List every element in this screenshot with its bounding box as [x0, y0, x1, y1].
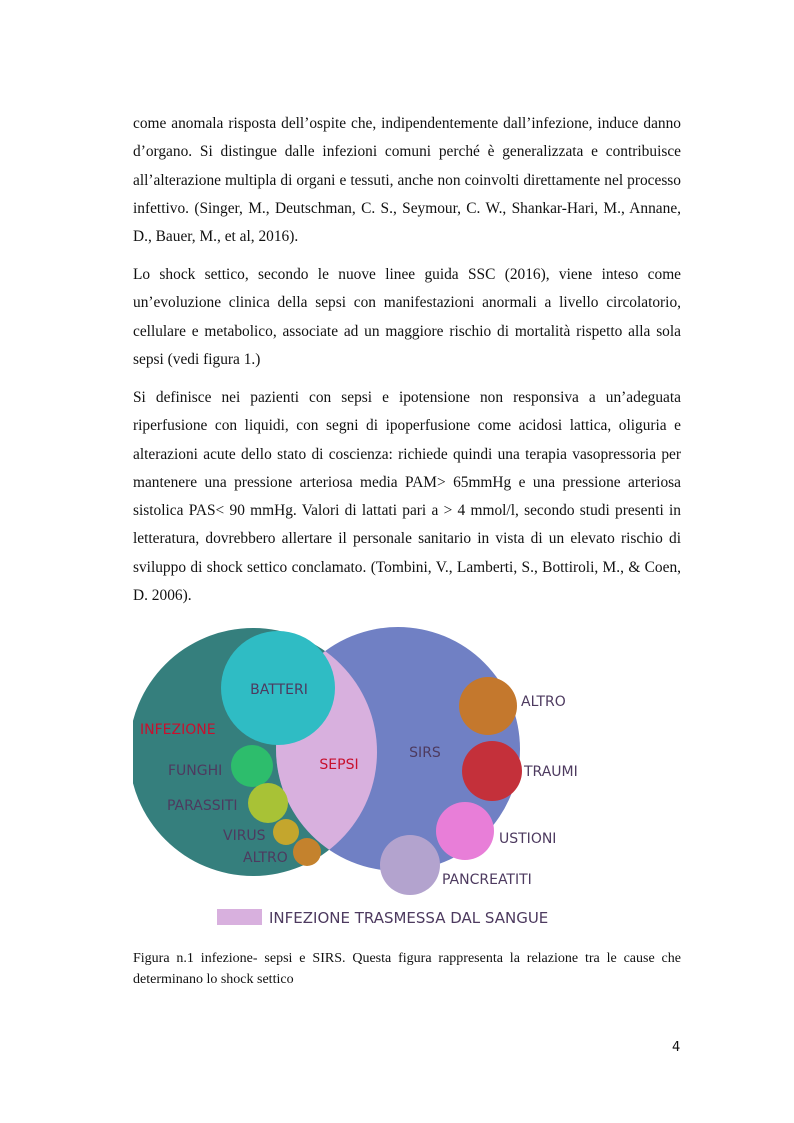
parassiti-circle [248, 783, 288, 823]
label-parassiti: PARASSITI [167, 798, 238, 814]
label-virus: VIRUS [223, 828, 266, 844]
label-batteri: BATTERI [250, 682, 308, 698]
ustioni-circle [436, 802, 494, 860]
figure-venn-diagram [133, 620, 681, 930]
label-pancreatiti: PANCREATITI [442, 872, 532, 888]
label-altro-infezione: ALTRO [243, 850, 288, 866]
paragraph-3-text: Si definisce nei pazienti con sepsi e ipotensione non responsiva a un’adeguata riperfusione con liquidi, con segni di ipoperfusione come acidosi lattica, oliguria e alterazioni acute dello stato di coscienza: richiede quindi una terapia vasopressoria per mantenere una pressione arteriosa media PAM> 65mmHg e una pressione arteriosa sistolica PAS< 90 mmHg. Valori di lattati pari a > 4 mmol/l, secondo studi presenti in letteratura, dovrebbero allertare il personale sanitario in vista di un elevato rischio di sviluppo di shock settico conclamato. (Tombini, V., Lamberti, S., Bottiroli, M., & Coen, D. 2006). [133, 389, 681, 605]
legend-label: INFEZIONE TRASMESSA DAL SANGUE [269, 909, 549, 927]
paragraph-2-text: Lo shock settico, secondo le nuove linee guida SSC (2016), viene inteso come un’evoluzione clinica della sepsi con manifestazioni anormali a livello circolatorio, cellulare e metabolico, associate ad un maggiore rischio di mortalità rispetto alla sola sepsi (vedi figura 1.) [133, 266, 681, 368]
figure-caption: Figura n.1 infezione- sepsi e SIRS. Questa figura rappresenta la relazione tra le cause che determinano lo shock settico [133, 951, 681, 987]
paragraph-1-text: come anomala risposta dell’ospite che, indipendentemente dall’infezione, induce danno d’organo. Si distingue dalle infezioni comuni perché è generalizzata e contribuisce all’alterazione multipla di organi e tessuti, anche non coinvolti direttamente nel processo infettivo. (Singer, M., Deutschman, C. S., Seymour, C. W., Shankar-Hari, M., Annane, D., Bauer, M., et al, 2016). [133, 115, 681, 246]
label-ustioni: USTIONI [499, 831, 557, 847]
altro-sirs-circle [459, 677, 517, 735]
label-infezione: INFEZIONE [140, 722, 216, 738]
traumi-circle [462, 741, 522, 801]
label-sirs: SIRS [409, 745, 441, 761]
label-sepsi: SEPSI [319, 757, 359, 773]
label-traumi: TRAUMI [524, 764, 578, 780]
funghi-circle [231, 745, 273, 787]
legend-swatch [217, 909, 262, 925]
paragraph-3 [133, 384, 681, 610]
pancreatiti-circle [380, 835, 440, 895]
venn-svg [133, 620, 681, 930]
altro-infezione-circle [293, 838, 321, 866]
label-funghi: FUNGHI [168, 763, 223, 779]
paragraph-2 [133, 261, 681, 374]
label-altro-sirs: ALTRO [521, 694, 566, 710]
virus-circle [273, 819, 299, 845]
paragraph-1 [133, 110, 681, 251]
page-number: 4 [672, 1040, 681, 1055]
